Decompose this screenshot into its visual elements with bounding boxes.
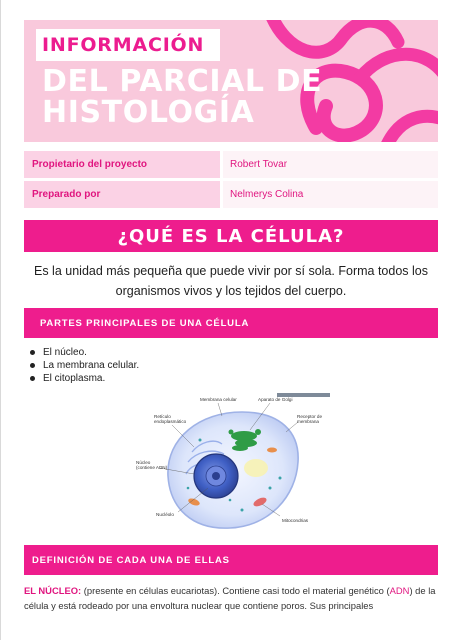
banner-tag-text: INFORMACIÓN <box>42 34 205 56</box>
label-receptor: Receptor de <box>297 414 323 419</box>
definition-paragraph <box>24 583 442 613</box>
nucleus-shape <box>194 454 238 498</box>
main-heading-bar <box>24 220 438 252</box>
intro-paragraph: Es la unidad más pequeña que puede vivir por sí sola. Forma todos los organismos vivos y los tejidos del cuerpo. <box>34 264 428 298</box>
definition-heading-bar <box>24 545 438 575</box>
label-nucleo: Núcleo <box>136 460 151 465</box>
label-nucleolo: Nucléolo <box>156 512 174 517</box>
header-banner <box>24 20 438 142</box>
list-item-text: El núcleo. <box>43 347 87 358</box>
label-aparato-golgi: Aparato de Golgi <box>258 397 293 402</box>
list-item <box>30 359 139 372</box>
info-label-prepared-by: Preparado por <box>24 181 220 208</box>
info-row-prepared-by <box>24 181 438 208</box>
info-row-owner <box>24 151 438 178</box>
info-value-owner: Robert Tovar <box>223 151 438 178</box>
label-membrana-receptor: membrana <box>297 419 319 424</box>
label-endoplasmatico: endoplasmático <box>154 419 187 424</box>
document-title: DEL PARCIAL DE HISTOLOGÍA <box>42 64 323 130</box>
parts-list <box>30 346 139 385</box>
label-membrana-celular: Membrana celular <box>200 397 237 402</box>
label-contiene-adn: (contiene ADN) <box>136 465 168 470</box>
vacuole-shape <box>244 459 268 477</box>
definition-term: EL NÚCLEO: <box>24 585 82 596</box>
label-mitocondrias: Mitocondrias <box>282 518 309 523</box>
bullet-icon <box>30 376 35 381</box>
project-info-table <box>24 151 438 211</box>
bullet-icon <box>30 350 35 355</box>
main-heading: ¿QUÉ ES LA CÉLULA? <box>117 225 345 247</box>
info-value-prepared-by: Nelmerys Colina <box>223 181 438 208</box>
definition-text-part-2: ) de la célula y está rodeado por una envoltura nuclear que contiene poros. Sus principales <box>24 585 436 611</box>
info-label-owner: Propietario del proyecto <box>24 151 220 178</box>
bullet-icon <box>30 363 35 368</box>
list-item-text: El citoplasma. <box>43 373 106 384</box>
definition-heading: DEFINICIÓN DE CADA UNA DE ELLAS <box>32 554 230 566</box>
banner-tag <box>36 29 220 61</box>
list-item <box>30 346 139 359</box>
list-item <box>30 372 139 385</box>
definition-text-part-1: (presente en células eucariotas). Contiene casi todo el material genético ( <box>81 585 390 596</box>
definition-highlight: ADN <box>389 585 410 596</box>
list-item-text: La membrana celular. <box>43 360 140 371</box>
parts-heading-bar <box>24 308 438 338</box>
parts-heading: PARTES PRINCIPALES DE UNA CÉLULA <box>40 317 250 329</box>
cell-diagram <box>130 392 330 537</box>
label-reticulo: Retículo <box>154 414 171 419</box>
